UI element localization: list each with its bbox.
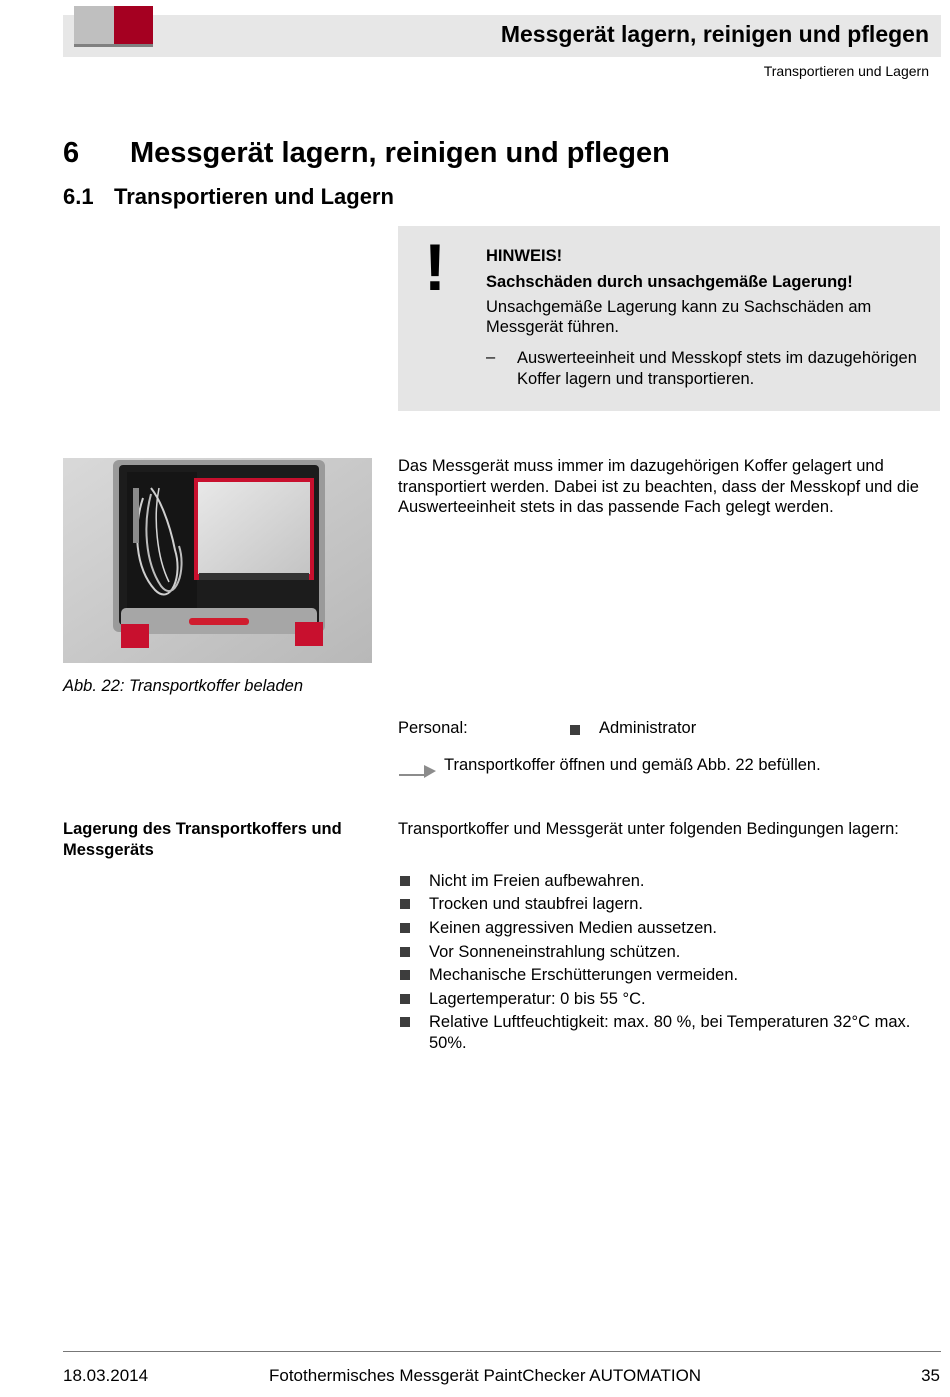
logo-red-square [114, 6, 153, 46]
notice-label: HINWEIS! [486, 247, 563, 265]
bullet-square-icon [400, 923, 410, 933]
intro-paragraph: Das Messgerät muss immer im dazugehörigen Koffer gelagert und transportiert werden. Dabei ist zu beachten, dass der Messkopf und die Auswerteeinheit stets in das passende Fach gelegt werden. [398, 457, 919, 516]
chapter-number: 6 [63, 137, 80, 169]
bullet-square-icon [400, 1017, 410, 1027]
logo-grey-square [74, 6, 114, 46]
personal-value: Administrator [599, 719, 697, 737]
section-number: 6.1 [63, 184, 94, 209]
side-heading: Lagerung des Transportkoffers und Messgeräts [63, 820, 342, 859]
list-item: Vor Sonneneinstrahlung schützen. [429, 943, 681, 961]
transport-case-photo [63, 458, 372, 663]
personal-label: Personal: [398, 719, 468, 737]
list-item: Nicht im Freien aufbewahren. [429, 872, 645, 890]
section-title: Transportieren und Lagern [114, 184, 394, 209]
notice-headline: Sachschäden durch unsachgemäße Lagerung! [486, 273, 853, 291]
step-arrow-icon [398, 762, 438, 778]
footer-rule [63, 1351, 941, 1352]
notice-instruction: Auswerteeinheit und Messkopf stets im dazugehörigen Koffer lagern und transportieren. [517, 349, 917, 388]
footer-date: 18.03.2014 [63, 1366, 149, 1385]
bullet-square-icon [400, 970, 410, 980]
step-instruction: Transportkoffer öffnen und gemäß Abb. 22 befüllen. [444, 756, 821, 774]
bullet-square-icon [400, 876, 410, 886]
notice-text: Unsachgemäße Lagerung kann zu Sachschäden am Messgerät führen. [486, 298, 872, 336]
notice-dash: – [486, 348, 496, 366]
page-number: 35 [921, 1366, 940, 1385]
list-item: Trocken und staubfrei lagern. [429, 895, 644, 913]
exclamation-icon: ! [424, 230, 446, 304]
bullet-square-icon [400, 899, 410, 909]
running-header-subtitle: Transportieren und Lagern [763, 63, 929, 79]
chapter-title: Messgerät lagern, reinigen und pflegen [130, 137, 670, 169]
bullet-square-icon [400, 994, 410, 1004]
bullet-square-icon [570, 725, 580, 735]
running-header-title: Messgerät lagern, reinigen und pflegen [500, 21, 929, 47]
list-item: Mechanische Erschütterungen vermeiden. [429, 966, 739, 984]
storage-lead: Transportkoffer und Messgerät unter folgenden Bedingungen lagern: [398, 820, 899, 838]
bullet-square-icon [400, 947, 410, 957]
figure-caption: Abb. 22: Transportkoffer beladen [63, 677, 304, 695]
footer-title: Fotothermisches Messgerät PaintChecker AUTOMATION [269, 1366, 702, 1385]
list-item: Keinen aggressiven Medien aussetzen. [429, 919, 718, 937]
list-item: Relative Luftfeuchtigkeit: max. 80 %, bei Temperaturen 32°C max. 50%. [429, 1013, 911, 1052]
logo-shadow [74, 44, 153, 47]
list-item: Lagertemperatur: 0 bis 55 °C. [429, 990, 646, 1008]
